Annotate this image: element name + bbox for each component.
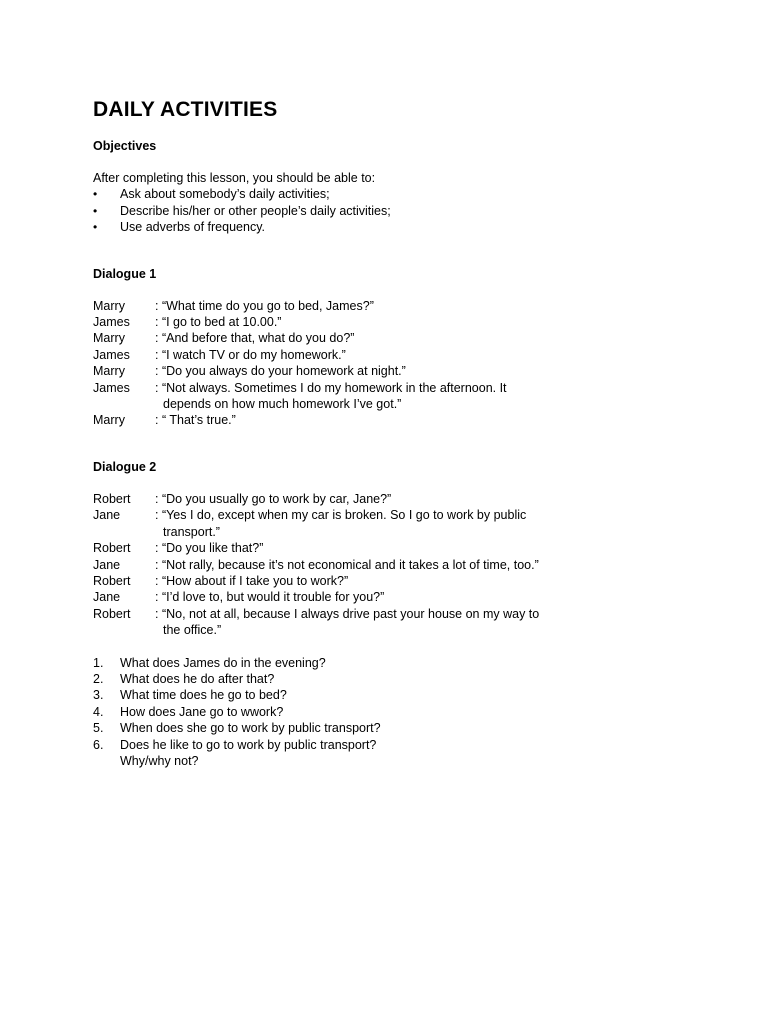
dialogue-turn — [93, 606, 713, 639]
speaker-name: Robert — [93, 541, 131, 556]
question-item — [93, 737, 713, 770]
speech-text: : “Do you usually go to work by car, Jane?” — [155, 491, 392, 506]
objective-item — [93, 219, 713, 235]
dialogue-turn — [93, 363, 713, 379]
speech-text-continued: the office.” — [163, 623, 222, 638]
objectives-intro: After completing this lesson, you should be able to: — [93, 171, 376, 185]
dialogue-turn — [93, 491, 713, 507]
speaker-name: Jane — [93, 557, 121, 572]
speech-text: : “No, not at all, because I always drive past your house on my way to — [155, 606, 540, 621]
speech-text: : “I’d love to, but would it trouble for you?” — [155, 590, 385, 605]
question-text-continued: Why/why not? — [120, 753, 199, 768]
objectives-list — [93, 186, 713, 235]
speaker-name: Marry — [93, 364, 125, 379]
question-item — [93, 655, 713, 671]
dialogue2-heading: Dialogue 2 — [93, 459, 157, 474]
question-item — [93, 671, 713, 687]
speech-text: : “Yes I do, except when my car is broken. So I go to work by public — [155, 508, 527, 523]
bullet-icon: • — [93, 187, 98, 202]
speech-text: : “What time do you go to bed, James?” — [155, 298, 374, 313]
speaker-name: Marry — [93, 331, 125, 346]
speech-text: : “And before that, what do you do?” — [155, 331, 355, 346]
question-number: 2. — [93, 671, 104, 686]
speaker-name: James — [93, 315, 130, 330]
bullet-icon: • — [93, 220, 98, 235]
question-item — [93, 704, 713, 720]
dialogue-turn — [93, 573, 713, 589]
dialogue-turn — [93, 412, 713, 428]
question-text: Does he like to go to work by public transport? — [120, 737, 377, 752]
question-item — [93, 687, 713, 703]
objective-text: Use adverbs of frequency. — [120, 220, 265, 235]
speaker-name: Marry — [93, 298, 125, 313]
speech-text: : “How about if I take you to work?” — [155, 573, 349, 588]
dialogue-turn — [93, 314, 713, 330]
dialogue-turn — [93, 298, 713, 314]
dialogue-turn — [93, 540, 713, 556]
speaker-name: Robert — [93, 573, 131, 588]
speech-text: : “Not rally, because it’s not economical and it takes a lot of time, too.” — [155, 557, 539, 572]
question-text: What time does he go to bed? — [120, 688, 287, 703]
page-title: DAILY ACTIVITIES — [93, 98, 278, 121]
dialogue-turn — [93, 380, 713, 413]
question-number: 5. — [93, 721, 104, 736]
question-item — [93, 720, 713, 736]
question-text: What does he do after that? — [120, 671, 275, 686]
question-text: When does she go to work by public transport? — [120, 721, 381, 736]
question-number: 4. — [93, 704, 104, 719]
speech-text: : “ That’s true.” — [155, 413, 236, 428]
dialogue-turn — [93, 330, 713, 346]
objective-item — [93, 186, 713, 202]
speaker-name: Jane — [93, 590, 121, 605]
speaker-name: Marry — [93, 413, 125, 428]
speaker-name: Robert — [93, 491, 131, 506]
objective-text: Describe his/her or other people’s daily activities; — [120, 203, 391, 218]
speaker-name: James — [93, 380, 130, 395]
speech-text: : “Do you like that?” — [155, 541, 264, 556]
speaker-name: Jane — [93, 508, 121, 523]
speech-text-continued: depends on how much homework I’ve got.” — [163, 397, 402, 412]
question-number: 3. — [93, 688, 104, 703]
speech-text: : “I watch TV or do my homework.” — [155, 347, 346, 362]
speech-text: : “Not always. Sometimes I do my homework in the afternoon. It — [155, 380, 507, 395]
dialogue-turn — [93, 507, 713, 540]
question-number: 6. — [93, 737, 104, 752]
dialogue-turn — [93, 557, 713, 573]
document-page — [93, 96, 713, 769]
speaker-name: Robert — [93, 606, 131, 621]
objective-text: Ask about somebody’s daily activities; — [120, 187, 330, 202]
dialogue-turn — [93, 589, 713, 605]
dialogue1-heading: Dialogue 1 — [93, 266, 157, 281]
bullet-icon: • — [93, 203, 98, 218]
question-number: 1. — [93, 655, 104, 670]
dialogue2 — [93, 491, 713, 639]
dialogue-turn — [93, 347, 713, 363]
speech-text-continued: transport.” — [163, 524, 220, 539]
objective-item — [93, 203, 713, 219]
questions-list — [93, 655, 713, 770]
speech-text: : “I go to bed at 10.00.” — [155, 315, 282, 330]
question-text: What does James do in the evening? — [120, 655, 326, 670]
objectives-heading: Objectives — [93, 139, 157, 153]
speaker-name: James — [93, 347, 130, 362]
question-text: How does Jane go to wwork? — [120, 704, 284, 719]
dialogue1 — [93, 298, 713, 429]
speech-text: : “Do you always do your homework at night.” — [155, 364, 406, 379]
